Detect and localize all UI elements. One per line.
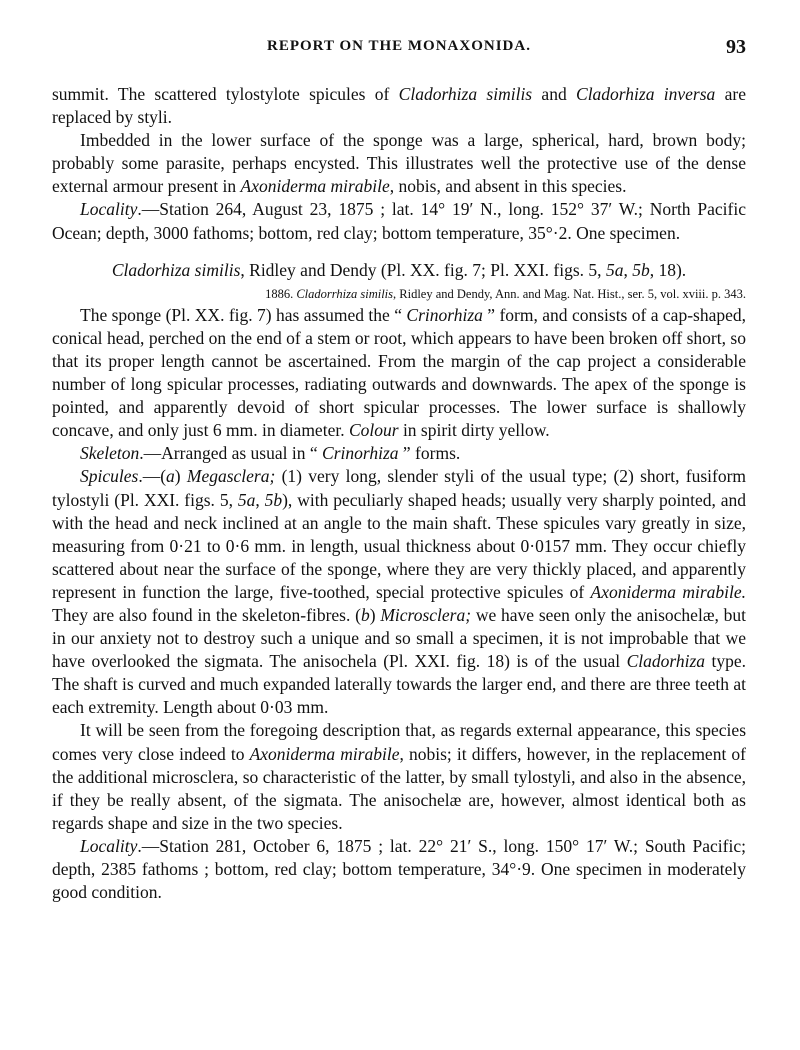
article-body xyxy=(52,83,746,904)
paragraph-description: The sponge (Pl. XX. fig. 7) has assumed the “ Crinorhiza ” form, and consists of a cap-shaped, conical head, perched on the end of a stem or root, which appears to have been broken off short, so that its proper length cannot be ascertained. From the margin of the cap project a considerable number of long spicular processes, radiating outwards and downwards. The apex of the sponge is pointed, and apparently devoid of short spicular processes. The lower surface is shallowly concave, and only just 6 mm. in diameter. Colour in spirit dirty yellow. xyxy=(52,304,746,441)
paragraph-spicules: Spicules.—(a) Megasclera; (1) very long, slender styli of the usual type; (2) short, fusiform tylostyli (Pl. XXI. figs. 5, 5a, 5b), with peculiarly shaped heads; usually very sharply pointed, and with the head and neck inclined at an angle to the main shaft. These spicules vary greatly in size, measuring from 0·21 to 0·6 mm. in length, usual thickness about 0·0157 mm. They occur chiefly scattered about near the surface of the sponge, where they are very thickly placed, and apparently represent in function the large, five-toothed, special protective spicules of Axoniderma mirabile. They are also found in the skeleton-fibres. (b) Microsclera; we have seen only the anisochelæ, but in our anxiety not to destroy such a unique and so small a specimen, it is not improbable that we have overlooked the sigmata. The anisochela (Pl. XXI. fig. 18) is of the usual Cladorhiza type. The shaft is curved and much expanded laterally towards the larger end, and there are three teeth at each extremity. Length about 0·03 mm. xyxy=(52,466,747,718)
synonymy-citation: 1886. Cladorrhiza similis, Ridley and Dendy, Ann. and Mag. Nat. Hist., ser. 5, vol. xviii. p. 343. xyxy=(265,286,746,301)
page-header xyxy=(52,38,746,62)
paragraph-locality-264: Locality.—Station 264, August 23, 1875 ; lat. 14° 19′ N., long. 152° 37′ W.; North Pacific Ocean; depth, 3000 fathoms; bottom, red clay; bottom temperature, 35°·2. One specimen. xyxy=(52,199,746,243)
page-number: 93 xyxy=(726,36,746,58)
paragraph-skeleton: Skeleton.—Arranged as usual in “ Crinorhiza ” forms. xyxy=(80,443,461,464)
document-page xyxy=(52,0,746,1050)
paragraph-continuation: summit. The scattered tylostylote spicules of Cladorhiza similis and Cladorhiza inversa are replaced by styli. xyxy=(52,84,746,128)
paragraph-parasite-body: Imbedded in the lower surface of the sponge was a large, spherical, hard, brown body; probably some parasite, perhaps encysted. This illustrates well the protective use of the dense external armour present in Axoniderma mirabile, nobis, and absent in this species. xyxy=(52,130,746,197)
paragraph-comparison: It will be seen from the foregoing description that, as regards external appearance, this species comes very close indeed to Axoniderma mirabile, nobis; it differs, however, in the replacement of the additional microsclera, so characteristic of the latter, by small tylostyli, and also in the absence, if they be really absent, of the sigmata. The anisochelæ are, however, almost identical both as regards shape and size in the two species. xyxy=(52,720,746,833)
paragraph-locality-281: Locality.—Station 281, October 6, 1875 ; lat. 22° 21′ S., long. 150° 17′ W.; South Pacific; depth, 2385 fathoms ; bottom, red clay; bottom temperature, 34°·9. One specimen in moderately good condition. xyxy=(52,835,746,903)
species-heading: Cladorhiza similis, Ridley and Dendy (Pl. XX. fig. 7; Pl. XXI. figs. 5, 5a, 5b, 18). xyxy=(111,259,687,280)
running-head: REPORT ON THE MONAXONIDA. xyxy=(267,38,531,54)
